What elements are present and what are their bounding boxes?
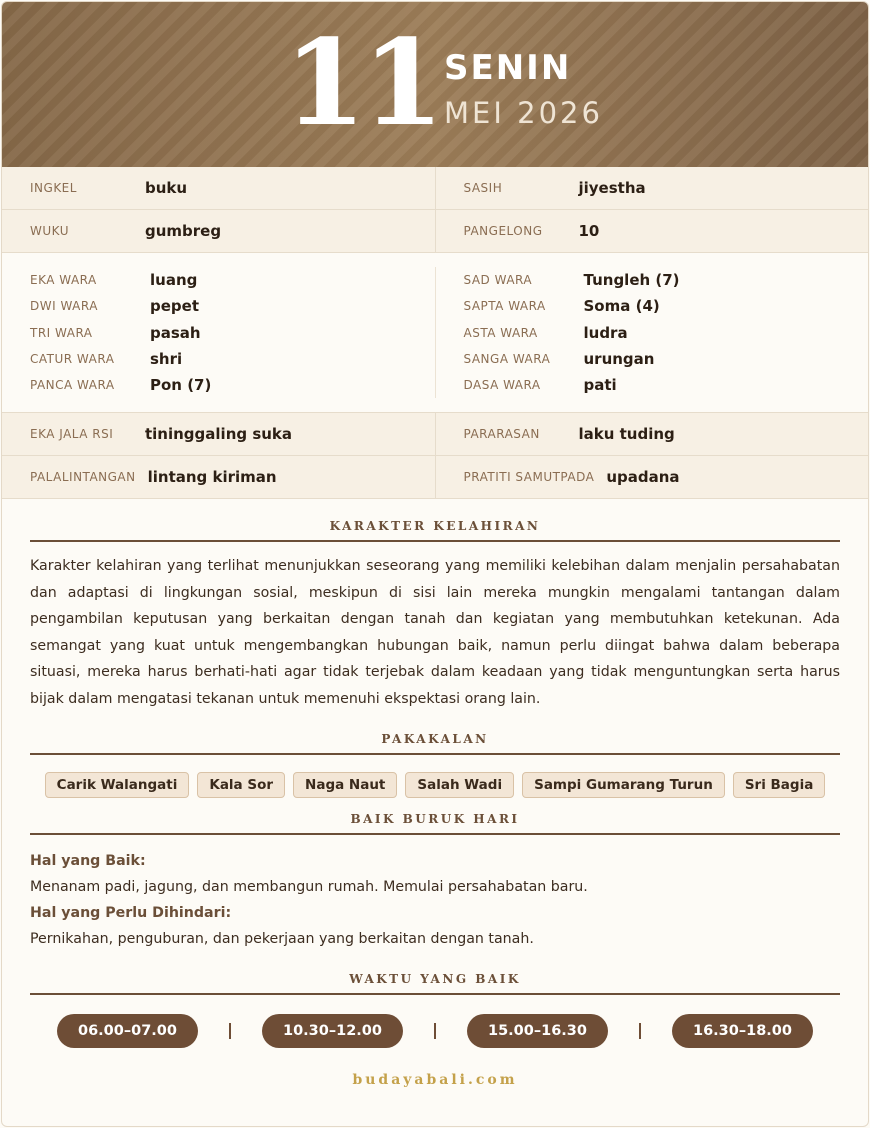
pakakalan-tags [30, 772, 840, 798]
info-value: upadana [606, 468, 680, 487]
pakakalan-tag: Sri Bagia [733, 772, 826, 798]
wara-value: ludra [583, 323, 628, 342]
pakakalan-tag: Kala Sor [197, 772, 285, 798]
avoid-heading: Hal yang Perlu Dihindari: [30, 905, 232, 922]
calendar-card [1, 1, 869, 1127]
wara-label: SAPTA WARA [463, 299, 546, 314]
wara-row [30, 293, 435, 319]
info-value: buku [145, 179, 188, 197]
info-value: 10 [578, 222, 600, 240]
info-cell-pararasan [435, 413, 869, 455]
wara-row [464, 372, 869, 398]
wara-row [464, 320, 869, 346]
wara-row [464, 267, 869, 293]
section-title: WAKTU YANG BAIK [30, 952, 840, 995]
wara-value: Tungleh (7) [583, 271, 680, 290]
baik-buruk-body [30, 848, 840, 952]
time-slot: 15.00–16.30 [467, 1014, 608, 1048]
wara-value: shri [150, 350, 183, 369]
wara-label: DWI WARA [30, 299, 98, 314]
info-label: PARARASAN [463, 427, 540, 442]
info-value: laku tuding [578, 425, 675, 444]
wara-row [30, 372, 435, 398]
wara-value: pepet [150, 297, 199, 316]
karakter-text: Karakter kelahiran yang terlihat menunjukkan seseorang yang memiliki kelebihan dalam menjalin persahabatan dan adaptasi di lingkungan sosial, meskipun di sisi lain mereka mungkin mengalami tantangan dalam pengambilan keputusan yang berkaitan dengan tanah dan kegiatan yang membutuhkan ketekunan. Ada semangat yang kuat untuk mengembangkan hubungan baik, namun perlu diingat bahwa dalam beberapa situasi, mereka harus berhati-hati agar tidak terjebak dalam keadaan yang tidak menguntungkan serta harus bijak dalam mengatasi tekanan untuk memenuhi ekspektasi orang lain. [30, 558, 840, 707]
info-value: tininggaling suka [145, 425, 293, 444]
pakakalan-tag: Carik Walangati [45, 772, 190, 798]
day-name: SENIN [444, 48, 572, 88]
waktu-section [30, 952, 840, 1048]
time-slots [30, 1014, 840, 1048]
avoid-text: Pernikahan, penguburan, dan pekerjaan yang berkaitan dengan tanah. [30, 931, 534, 948]
info-cell-palalintangan [2, 456, 435, 498]
wara-value: urungan [583, 350, 655, 369]
pakakalan-tag: Naga Naut [293, 772, 397, 798]
wara-value: luang [150, 271, 198, 290]
wara-label: SANGA WARA [463, 352, 551, 367]
wara-value: Pon (7) [150, 376, 212, 395]
wara-row [464, 293, 869, 319]
info-label: PRATITI SAMUTPADA [463, 470, 595, 485]
good-heading: Hal yang Baik: [30, 853, 146, 870]
info-label: INGKEL [30, 181, 77, 195]
section-title: KARAKTER KELAHIRAN [30, 499, 840, 542]
info-label: EKA JALA RSI [30, 427, 114, 442]
time-slot: 16.30–18.00 [672, 1014, 813, 1048]
info-label: PANGELONG [463, 224, 543, 238]
info-cell-ingkel [2, 167, 435, 209]
info-row-wuku-pangelong [2, 210, 868, 253]
wara-label: DASA WARA [463, 378, 541, 393]
separator [434, 1023, 436, 1039]
info-value: gumbreg [145, 222, 222, 240]
info-row-eka-jala-rsi [2, 413, 868, 456]
time-slot: 06.00–07.00 [57, 1014, 198, 1048]
info-row-palalintangan [2, 456, 868, 499]
wara-row [464, 346, 869, 372]
section-title: BAIK BURUK HARI [30, 798, 840, 835]
info-label: WUKU [30, 224, 69, 238]
date-header [2, 2, 868, 167]
wara-column-right [435, 267, 869, 398]
day-number: 11 [284, 13, 441, 152]
info-row-ingkel-sasih [2, 167, 868, 210]
wara-label: SAD WARA [463, 273, 533, 288]
info-cell-wuku [2, 210, 435, 252]
info-value: lintang kiriman [147, 468, 277, 487]
wara-row [30, 320, 435, 346]
wara-label: TRI WARA [30, 325, 93, 340]
pakakalan-tag: Sampi Gumarang Turun [522, 772, 725, 798]
info-label: SASIH [463, 181, 503, 195]
month-year: MEI 2026 [444, 96, 603, 130]
footer-brand: budayabali.com [352, 1072, 518, 1089]
baik-buruk-section [30, 798, 840, 952]
wara-label: ASTA WARA [463, 325, 538, 340]
good-text: Menanam padi, jagung, dan membangun rumah. Memulai persahabatan baru. [30, 879, 588, 896]
section-title: PAKAKALAN [30, 712, 840, 755]
wara-row [30, 346, 435, 372]
wara-value: pati [583, 376, 617, 395]
pakakalan-tag: Salah Wadi [405, 772, 514, 798]
pakakalan-section [30, 712, 840, 798]
separator [229, 1023, 231, 1039]
info-cell-eka-jala-rsi [2, 413, 435, 455]
info-label: PALALINTANGAN [30, 470, 136, 485]
info-cell-pratiti-samutpada [435, 456, 869, 498]
wara-table [2, 253, 868, 413]
info-cell-sasih [435, 167, 869, 209]
wara-label: EKA WARA [30, 273, 97, 288]
info-cell-pangelong [435, 210, 869, 252]
wara-value: pasah [150, 323, 201, 342]
wara-column-left [2, 267, 435, 398]
wara-value: Soma (4) [583, 297, 660, 316]
karakter-section [30, 499, 840, 712]
wara-row [30, 267, 435, 293]
separator [639, 1023, 641, 1039]
info-value: jiyestha [578, 179, 646, 197]
wara-label: CATUR WARA [30, 352, 115, 367]
wara-label: PANCA WARA [30, 378, 115, 393]
time-slot: 10.30–12.00 [262, 1014, 403, 1048]
